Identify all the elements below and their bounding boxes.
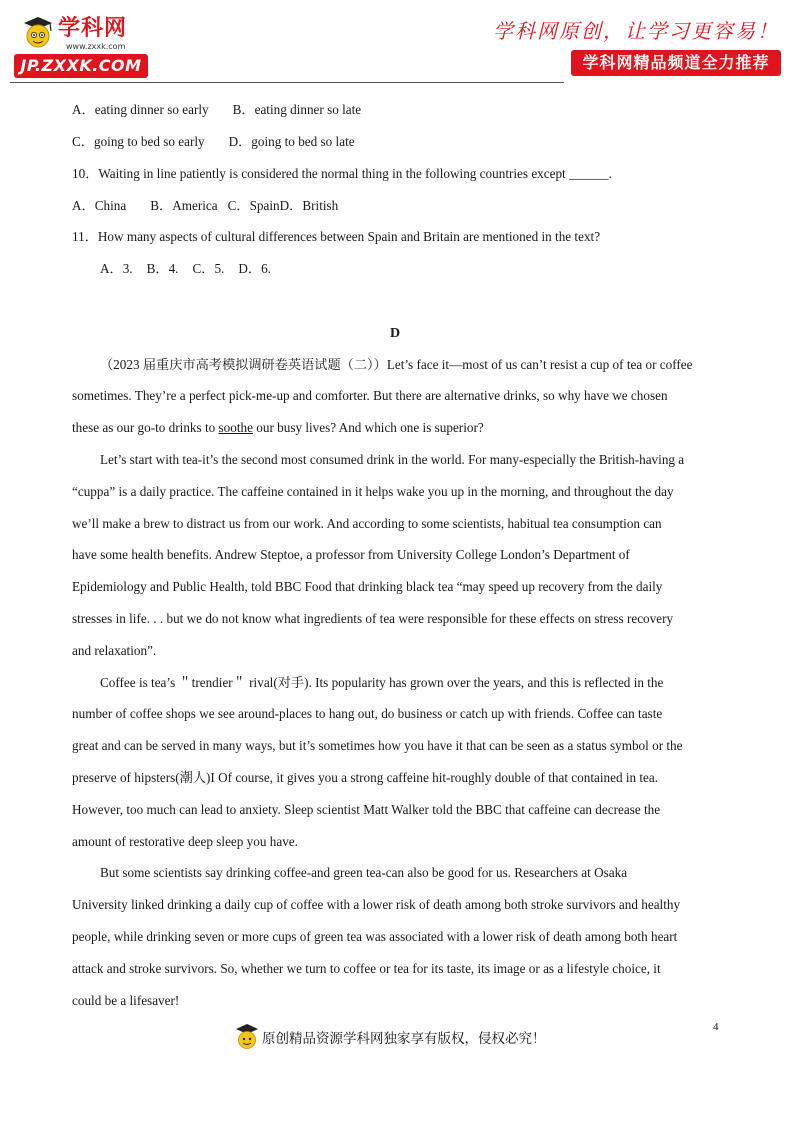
passage-text: these as our go-to drinks to — [72, 420, 219, 435]
passage-line: amount of restorative deep sleep you have. — [72, 834, 298, 849]
q10-option-b: B．America — [150, 198, 218, 213]
q11-stem: 11．How many aspects of cultural differences between Spain and Britain are mentioned in the text? — [72, 229, 601, 244]
q10-option-c: C．Spain — [227, 198, 280, 213]
q11-option-c: C．5. — [192, 261, 225, 276]
page-number: 4 — [713, 1021, 719, 1033]
passage-line: number of coffee shops we see around-places to hang out, do business or catch up with friends. Coffee can taste — [72, 706, 663, 721]
passage-line: we’ll make a brew to distract us from our work. And according to some scientists, habitual tea consumption can — [72, 516, 662, 531]
q10-options — [72, 197, 338, 215]
passage-line: people, while drinking seven or more cups of green tea was associated with a lower risk of death among both heart — [72, 929, 678, 944]
passage-title: D — [390, 326, 401, 341]
mascot-icon — [20, 14, 56, 52]
q9-option-b: B．eating dinner so late — [232, 102, 362, 117]
site-logo[interactable] — [14, 12, 154, 82]
passage-text: our busy lives? And which one is superior? — [252, 420, 484, 435]
page-header — [0, 0, 793, 95]
copyright-notice: 原创精品资源学科网独家享有版权，侵权必究！ — [262, 1031, 546, 1047]
underlined-word: soothe — [218, 420, 253, 435]
q9-option-a: A．eating dinner so early — [72, 102, 209, 117]
site-label: JP.ZXXK.COM — [14, 54, 148, 78]
q11-option-a: A．3. — [100, 261, 133, 276]
q9-option-d: D．going to bed so late — [228, 134, 355, 149]
q9-options-row-1 — [72, 101, 361, 119]
q9-option-c: C．going to bed so early — [72, 134, 205, 149]
page-footer — [234, 1022, 574, 1054]
mascot-icon — [234, 1022, 260, 1052]
passage-line: have some health benefits. Andrew Steptoe, a professor from University College London’s Department of — [72, 547, 630, 562]
passage-line: preserve of hipsters(潮人)I Of course, it gives you a strong caffeine hit-roughly double of that contained in tea. — [72, 770, 659, 785]
q11-options — [100, 260, 271, 278]
passage-line: attack and stroke survivors. So, whether we turn to coffee or tea for its taste, its image or as a lifestyle choice, it — [72, 961, 661, 976]
passage-line: sometimes. They’re a perfect pick-me-up and comforter. But there are alternative drinks, so why have we chosen — [72, 388, 668, 403]
logo-url: www.zxxk.com — [66, 42, 126, 51]
passage-line: Epidemiology and Public Health, told BBC Food that drinking black tea “may speed up recovery from the daily — [72, 579, 663, 594]
passage-line: （2023 届重庆市高考模拟调研卷英语试题（二））Let’s face it—most of us can’t resist a cup of tea or coffee — [100, 357, 693, 372]
header-slogan: 学科网原创，让学习更容易！ — [493, 19, 779, 43]
passage-line: University linked drinking a daily cup of coffee with a lower risk of death among both stroke survivors and healthy — [72, 897, 681, 912]
passage-line: Let’s start with tea-it’s the second most consumed drink in the world. For many-especially the British-having a — [100, 452, 685, 467]
passage-line: could be a lifesaver! — [72, 993, 180, 1008]
q10-stem: 10．Waiting in line patiently is considered the normal thing in the following countries except ______. — [72, 166, 612, 181]
passage-line: great and can be served in many ways, but it’s sometimes how you have it that can be seen as a status symbol or the — [72, 738, 683, 753]
passage-line: However, too much can lead to anxiety. Sleep scientist Matt Walker told the BBC that caffeine can decrease the — [72, 802, 661, 817]
header-badge: 学科网精品频道全力推荐 — [571, 50, 781, 76]
passage-line: “cuppa” is a daily practice. The caffeine contained in it helps wake you up in the morning, and throughout the day — [72, 484, 674, 499]
passage-line: stresses in life. . . but we do not know what ingredients of tea were responsible for these effects on stress recovery — [72, 611, 674, 626]
passage-line — [72, 419, 484, 437]
q9-options-row-2 — [72, 133, 355, 151]
passage-line: Coffee is tea’s ＂trendier＂ rival(对手). Its popularity has grown over the years, and this is reflected in the — [100, 675, 664, 690]
passage-line: and relaxation”. — [72, 643, 157, 658]
q11-option-d: D．6. — [238, 261, 271, 276]
q10-option-a: A．China — [72, 198, 127, 213]
q11-option-b: B．4. — [146, 261, 179, 276]
header-divider — [10, 82, 564, 83]
passage-line: But some scientists say drinking coffee-and green tea-can also be good for us. Researchers at Osaka — [100, 865, 628, 880]
q10-option-d: D．British — [279, 198, 339, 213]
logo-name: 学科网 — [58, 16, 128, 41]
